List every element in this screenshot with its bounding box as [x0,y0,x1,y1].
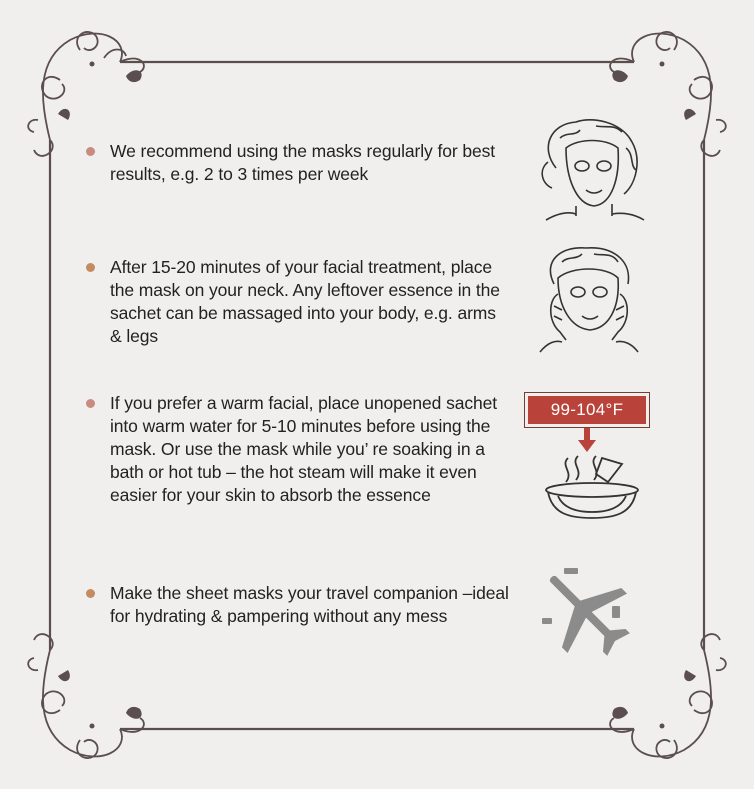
woman-massaging-mask-icon [532,244,642,354]
bullet [86,589,95,598]
airplane-icon [536,562,636,662]
tip-text: We recommend using the masks regularly for best results, e.g. 2 to 3 times per week [110,141,496,184]
temperature-badge [524,392,650,428]
woman-mask-icon [536,118,646,222]
bullet [86,399,95,408]
bullet [86,263,95,272]
tip-text: Make the sheet masks your travel companion –ideal for hydrating & pampering without any mess [110,583,509,626]
tip-text: If you prefer a warm facial, place unopened sachet into warm water for 5-10 minutes before using the mask. Or use the mask while you’ re soaking in a bath or hot tub – the hot steam will make it even easier for your skin to absorb the essence [110,393,498,505]
temperature-label: 99-104°F [550,400,624,419]
warm-water-bowl-icon [540,428,644,522]
tip-text: After 15-20 minutes of your facial treatment, place the mask on your neck. Any leftover essence in the sachet can be massaged into your body, e.g. arms & legs [110,257,500,346]
bullet [86,147,95,156]
